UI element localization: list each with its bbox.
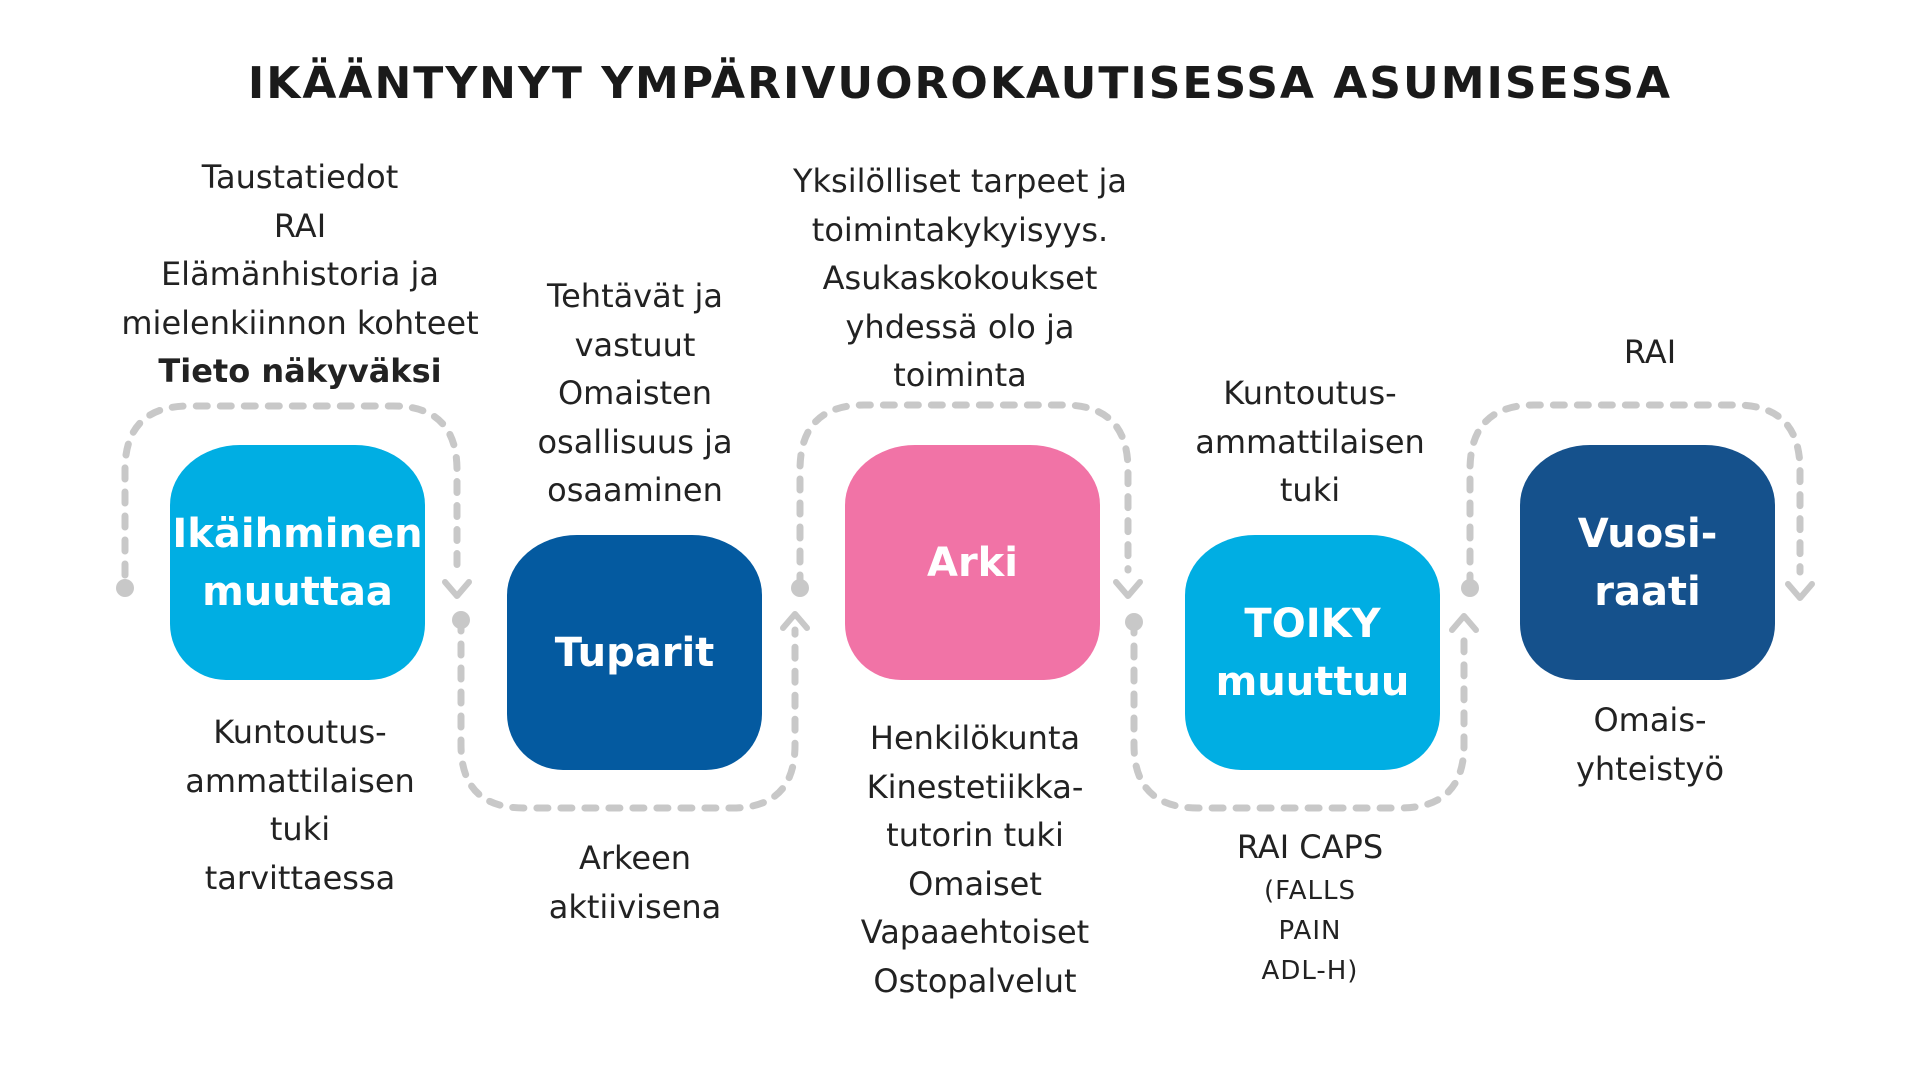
step-toiky-muuttuu: TOIKY muuttuu bbox=[1185, 535, 1440, 770]
arrow-down-icon bbox=[445, 582, 469, 596]
step-4-above-text: Kuntoutus- ammattilaisen tuki bbox=[1195, 374, 1425, 509]
step-vuosiraati: Vuosi- raati bbox=[1520, 445, 1775, 680]
step-arki: Arki bbox=[845, 445, 1100, 680]
step-tuparit: Tuparit bbox=[507, 535, 762, 770]
diagram-title: IKÄÄNTYNYT YMPÄRIVUOROKAUTISESSA ASUMISESSA bbox=[247, 58, 1673, 109]
step-5-above-text: RAI bbox=[1623, 333, 1677, 371]
arrow-down-icon bbox=[1788, 584, 1812, 598]
connector-dot-2 bbox=[452, 611, 470, 629]
step-3-below-text: Henkilökunta Kinestetiikka- tutorin tuki Omaiset Vapaaehtoiset Ostopalvelut bbox=[860, 719, 1090, 1000]
step-1-above-text: Taustatiedot RAI Elämänhistoria ja mielenkiinnon kohteet Tieto näkyväksi bbox=[121, 158, 479, 390]
step-4-caps-list: (FALLS PAIN ADL-H) bbox=[1261, 876, 1359, 986]
step-2-above-text: Tehtävät ja vastuut Omaisten osallisuus ja osaaminen bbox=[537, 277, 733, 509]
connector-dot-1 bbox=[116, 579, 134, 597]
arrow-down-icon bbox=[1116, 582, 1140, 596]
step-3-above-text: Yksilölliset tarpeet ja toimintakykyisyys. Asukaskokoukset yhdessä olo ja toiminta bbox=[792, 162, 1128, 394]
connector-dot-4 bbox=[1125, 613, 1143, 631]
arrow-up-icon bbox=[1452, 616, 1476, 630]
arrow-up-icon bbox=[783, 614, 807, 628]
connector-dot-3 bbox=[791, 579, 809, 597]
step-ikaihminen-muuttaa: Ikäihminen muuttaa bbox=[170, 445, 425, 680]
connector-dot-5 bbox=[1461, 579, 1479, 597]
step-5-below-text: Omais- yhteistyö bbox=[1575, 701, 1725, 788]
step-1-below-text: Kuntoutus- ammattilaisen tuki tarvittaessa bbox=[185, 713, 415, 897]
step-4-below-text: RAI CAPS bbox=[1236, 828, 1384, 866]
step-2-below-text: Arkeen aktiivisena bbox=[548, 839, 722, 926]
